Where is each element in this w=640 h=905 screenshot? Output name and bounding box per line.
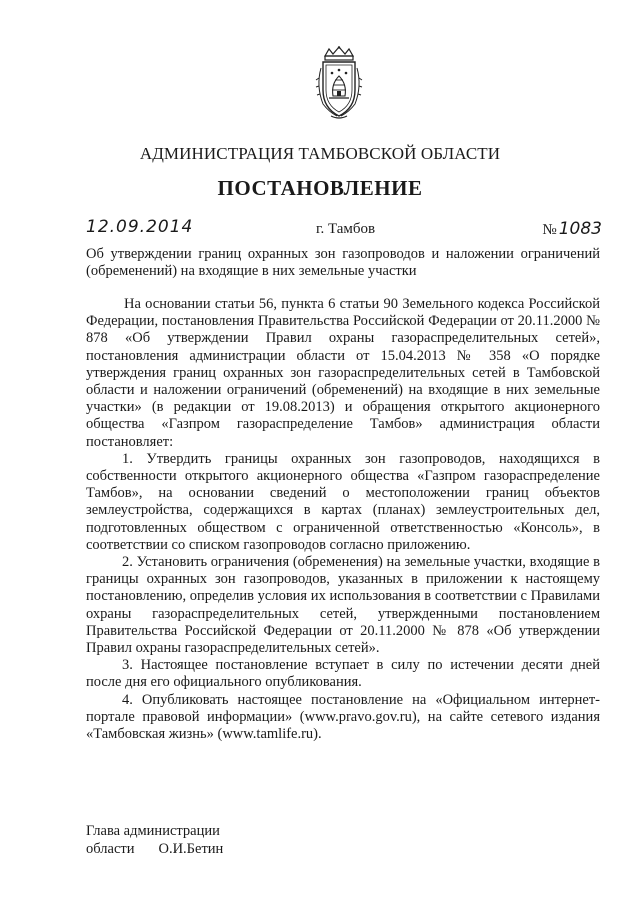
organization-title: АДМИНИСТРАЦИЯ ТАМБОВСКОЙ ОБЛАСТИ: [139, 144, 501, 163]
body-item-1: 1. Утвердить границы охранных зон газопроводов, находящихся в собственности открытого акционерного общества «Газпром газораспределение Тамбов», на основании сведений о местоположении границ объектов землеустройства, содержащихся в картах (планах) землеустроительных дел, подготовленных обществом с ограниченной ответственностью «Консоль», в соответствии со списком газопроводов согласно приложению.: [86, 450, 600, 553]
document-number: [542, 219, 602, 239]
body-item-2: 2. Установить ограничения (обременения) на земельные участки, входящие в границы охранных зон газопроводов, указанных в приложении к настоящему постановлению, определив условия их использования в соответствии с Правилами охраны газораспределительных сетей, утвержденными постановлением Правительства Российской Федерации от 20.11.2000 № 878 «Об утверждении Правил охраны газораспределительных сетей».: [86, 554, 600, 657]
document-type-title: ПОСТАНОВЛЕНИЕ: [217, 176, 423, 200]
body-item-4: 4. Опубликовать настоящее постановление на «Официальном интернет-портале правовой информации» (www.pravo.gov.ru), на сайте сетевого издания «Тамбовская жизнь» (www.tamlife.ru).: [86, 691, 600, 743]
signature-block: [86, 823, 223, 858]
body-item-3: 3. Настоящее постановление вступает в силу по истечении десяти дней после дня его официального опубликования.: [86, 657, 600, 691]
signer-position-line1: Глава администрации: [86, 823, 220, 839]
document-meta-row: [86, 219, 602, 245]
body-preamble: На основании статьи 56, пункта 6 статьи 90 Земельного кодекса Российской Федерации, постановления Правительства Российской Федерации от 20.11.2000 № 878 «Об утверждении Правил охраны газораспределительных сетей», постановления администрации области от 15.04.2013 № 358 «О порядке утверждения границ охранных зон газораспределительных сетей в Тамбовской области и наложении ограничений (обременений) на входящие в них земельные участки» (в редакции от 19.08.2013) и обращения открытого акционерного общества «Газпром газораспределение Тамбов» администрация области постановляет:: [86, 296, 600, 450]
number-sign: №: [542, 222, 557, 238]
number-value: 1083: [558, 219, 602, 239]
signer-position-line2: области: [86, 840, 135, 857]
signer-name: О.И.Бетин: [158, 840, 224, 857]
document-city: г. Тамбов: [316, 221, 376, 237]
document-date: 12.09.2014: [86, 217, 194, 237]
document-subject: Об утверждении границ охранных зон газопроводов и наложении ограничений (обременений) на входящие в них земельные участки: [86, 246, 600, 279]
document-body: [86, 296, 600, 743]
tambov-coat-of-arms-icon: [315, 46, 363, 120]
